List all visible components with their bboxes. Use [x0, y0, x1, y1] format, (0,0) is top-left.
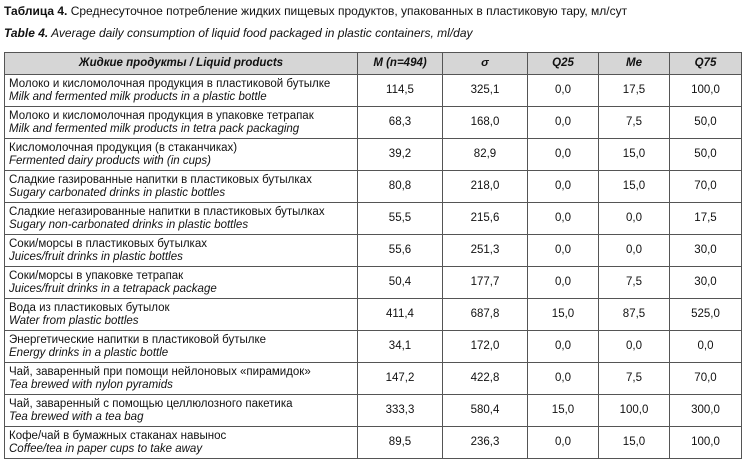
header-q75: Q75 [670, 53, 742, 75]
sigma-cell: 422,8 [443, 363, 528, 395]
product-name-cell [5, 203, 358, 235]
mean-cell: 333,3 [358, 395, 443, 427]
q75-cell: 525,0 [670, 299, 742, 331]
product-name-cell [5, 299, 358, 331]
product-name-ru: Чай, заваренный с помощью целлюлозного пакетика [9, 397, 293, 410]
sigma-cell: 168,0 [443, 107, 528, 139]
product-name-ru: Чай, заваренный при помощи нейлоновых «пирамидок» [9, 365, 311, 378]
q75-cell: 30,0 [670, 235, 742, 267]
table-row [5, 107, 742, 139]
median-cell: 87,5 [599, 299, 670, 331]
q25-cell: 0,0 [528, 235, 599, 267]
product-name-en: Milk and fermented milk products in tetra pack packaging [9, 122, 300, 135]
q25-cell: 0,0 [528, 363, 599, 395]
product-name-en: Juices/fruit drinks in plastic bottles [9, 250, 183, 263]
product-name-cell [5, 107, 358, 139]
q25-cell: 0,0 [528, 427, 599, 459]
header-mean [358, 53, 443, 75]
product-name-ru: Кисломолочная продукция (в стаканчиках) [9, 141, 238, 154]
caption-ru-label: Таблица 4. [4, 4, 68, 18]
product-name-en: Milk and fermented milk products in a plastic bottle [9, 90, 267, 103]
header-me: Me [599, 53, 670, 75]
table-row [5, 363, 742, 395]
product-name-cell [5, 427, 358, 459]
q25-cell: 0,0 [528, 267, 599, 299]
q25-cell: 15,0 [528, 395, 599, 427]
product-name-ru: Кофе/чай в бумажных стаканах навынос [9, 429, 227, 442]
q75-cell: 50,0 [670, 107, 742, 139]
product-name-ru: Молоко и кисломолочная продукция в упаковке тетрапак [9, 109, 314, 122]
median-cell: 15,0 [599, 171, 670, 203]
header-sigma: σ [443, 53, 528, 75]
product-name-ru: Соки/морсы в пластиковых бутылках [9, 237, 207, 250]
sigma-cell: 580,4 [443, 395, 528, 427]
median-cell: 0,0 [599, 331, 670, 363]
mean-cell: 55,6 [358, 235, 443, 267]
q25-cell: 15,0 [528, 299, 599, 331]
mean-cell: 80,8 [358, 171, 443, 203]
header-q25: Q25 [528, 53, 599, 75]
q75-cell: 100,0 [670, 75, 742, 107]
table-row [5, 331, 742, 363]
median-cell: 15,0 [599, 139, 670, 171]
sigma-cell: 177,7 [443, 267, 528, 299]
q25-cell: 0,0 [528, 75, 599, 107]
table-header-row [5, 53, 742, 75]
caption-english [4, 26, 473, 40]
product-name-en: Tea brewed with a tea bag [9, 410, 144, 423]
median-cell: 0,0 [599, 235, 670, 267]
product-name-cell [5, 235, 358, 267]
q25-cell: 0,0 [528, 171, 599, 203]
q75-cell: 100,0 [670, 427, 742, 459]
mean-cell: 89,5 [358, 427, 443, 459]
product-name-en: Sugary carbonated drinks in plastic bottles [9, 186, 226, 199]
mean-cell: 147,2 [358, 363, 443, 395]
product-name-ru: Соки/морсы в упаковке тетрапак [9, 269, 184, 282]
product-name-ru: Сладкие газированные напитки в пластиковых бутылках [9, 173, 312, 186]
table-row [5, 427, 742, 459]
median-cell: 15,0 [599, 427, 670, 459]
caption-en-label: Table 4. [4, 26, 49, 40]
caption-russian [4, 4, 627, 18]
table-row [5, 395, 742, 427]
mean-cell: 34,1 [358, 331, 443, 363]
product-name-cell [5, 267, 358, 299]
table-row [5, 203, 742, 235]
mean-cell: 50,4 [358, 267, 443, 299]
product-name-cell [5, 171, 358, 203]
q25-cell: 0,0 [528, 331, 599, 363]
median-cell: 7,5 [599, 267, 670, 299]
header-product: Жидкие продукты / Liquid products [5, 53, 358, 75]
q75-cell: 70,0 [670, 363, 742, 395]
header-m-n: n [389, 57, 397, 69]
sigma-cell: 236,3 [443, 427, 528, 459]
q75-cell: 50,0 [670, 139, 742, 171]
mean-cell: 68,3 [358, 107, 443, 139]
q75-cell: 30,0 [670, 267, 742, 299]
table-row [5, 235, 742, 267]
product-name-cell [5, 395, 358, 427]
table-row [5, 139, 742, 171]
mean-cell: 114,5 [358, 75, 443, 107]
table-row [5, 267, 742, 299]
product-name-en: Fermented dairy products with (in cups) [9, 154, 211, 167]
table-row [5, 299, 742, 331]
sigma-cell: 325,1 [443, 75, 528, 107]
sigma-cell: 251,3 [443, 235, 528, 267]
mean-cell: 39,2 [358, 139, 443, 171]
sigma-cell: 82,9 [443, 139, 528, 171]
product-name-en: Tea brewed with nylon pyramids [9, 378, 173, 391]
table-row [5, 171, 742, 203]
sigma-cell: 687,8 [443, 299, 528, 331]
caption-ru-text: Среднесуточное потребление жидких пищевых продуктов, упакованных в пластиковую тару, мл/сут [67, 4, 628, 18]
product-name-ru: Молоко и кисломолочная продукция в пластиковой бутылке [9, 77, 331, 90]
q75-cell: 0,0 [670, 331, 742, 363]
caption-en-text: Average daily consumption of liquid food packaged in plastic containers, ml/day [48, 26, 473, 40]
product-name-cell [5, 363, 358, 395]
product-name-en: Sugary non-carbonated drinks in plastic bottles [9, 218, 249, 231]
q25-cell: 0,0 [528, 203, 599, 235]
mean-cell: 411,4 [358, 299, 443, 331]
product-name-cell [5, 331, 358, 363]
q75-cell: 17,5 [670, 203, 742, 235]
median-cell: 17,5 [599, 75, 670, 107]
q25-cell: 0,0 [528, 139, 599, 171]
q75-cell: 70,0 [670, 171, 742, 203]
product-name-en: Juices/fruit drinks in a tetrapack package [9, 282, 217, 295]
table-body [5, 75, 742, 459]
sigma-cell: 172,0 [443, 331, 528, 363]
table-row [5, 75, 742, 107]
sigma-cell: 218,0 [443, 171, 528, 203]
product-name-cell [5, 139, 358, 171]
product-name-en: Energy drinks in a plastic bottle [9, 346, 169, 359]
q75-cell: 300,0 [670, 395, 742, 427]
header-m-post: =494) [396, 57, 427, 69]
sigma-cell: 215,6 [443, 203, 528, 235]
q25-cell: 0,0 [528, 107, 599, 139]
median-cell: 7,5 [599, 363, 670, 395]
median-cell: 0,0 [599, 203, 670, 235]
median-cell: 7,5 [599, 107, 670, 139]
product-name-en: Water from plastic bottles [9, 314, 139, 327]
mean-cell: 55,5 [358, 203, 443, 235]
consumption-table [4, 52, 742, 459]
median-cell: 100,0 [599, 395, 670, 427]
product-name-ru: Вода из пластиковых бутылок [9, 301, 170, 314]
header-m-pre: M ( [373, 57, 390, 69]
product-name-ru: Энергетические напитки в пластиковой бутылке [9, 333, 267, 346]
product-name-cell [5, 75, 358, 107]
product-name-en: Coffee/tea in paper cups to take away [9, 442, 203, 455]
product-name-ru: Сладкие негазированные напитки в пластиковых бутылках [9, 205, 325, 218]
